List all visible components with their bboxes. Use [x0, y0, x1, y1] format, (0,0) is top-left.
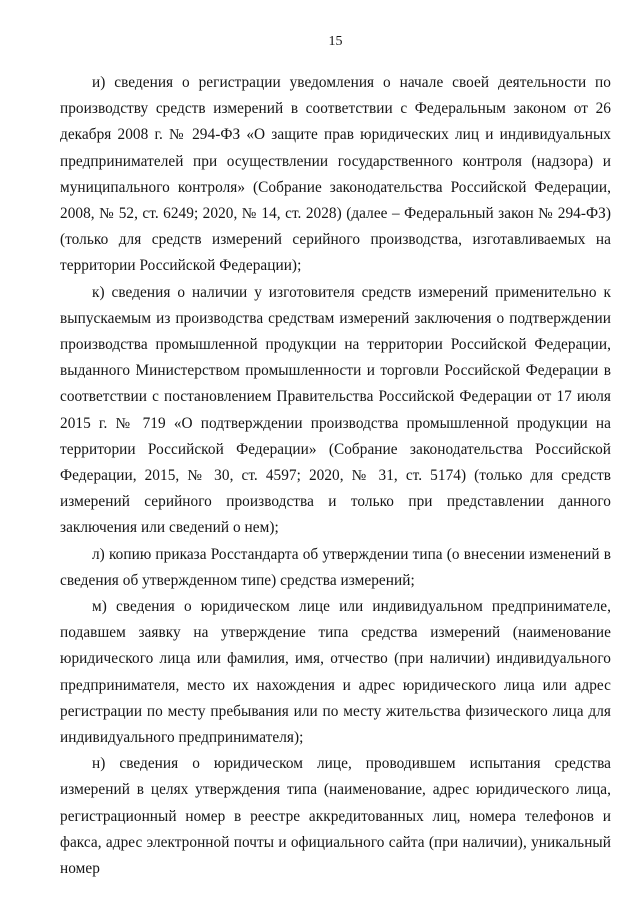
paragraph-item-m: м) сведения о юридическом лице или индивидуальном предпринимателе, подавшем заявку на утверждение типа средства измерений (наименование юридического лица или фамилия, имя, отчество (при наличии) индивидуального предпринимателя, место их нахождения и адрес юридического лица или адрес регистрации по месту пребывания или по месту жительства физического лица для индивидуального предпринимателя); [60, 598, 611, 747]
document-page [60, 34, 611, 882]
page-number: 15 [328, 34, 343, 49]
paragraph-item-n: н) сведения о юридическом лице, проводившем испытания средства измерений в целях утверждения типа (наименование, адрес юридического лица, регистрационный номер в реестре аккредитованных лиц, номера телефонов и факса, адрес электронной почты и официального сайта (при наличии), уникальный номер [60, 755, 611, 878]
paragraph-item-i: и) сведения о регистрации уведомления о начале своей деятельности по производству средств измерений в соответствии с Федеральным законом от 26 декабря 2008 г. № 294-ФЗ «О защите прав юридических лиц и индивидуальных предпринимателей при осуществлении государственного контроля (надзора) и муниципального контроля» (Собрание законодательства Российской Федерации, 2008, № 52, ст. 6249; 2020, № 14, ст. 2028) (далее – Федеральный закон № 294-ФЗ) (только для средств измерений серийного производства, изготавливаемых на территории Российской Федерации); [60, 74, 611, 275]
paragraph-item-l: л) копию приказа Росстандарта об утверждении типа (о внесении изменений в сведения об утвержденном типе) средства измерений; [60, 545, 611, 589]
paragraph-item-k: к) сведения о наличии у изготовителя средств измерений применительно к выпускаемым из производства средствам измерений заключения о подтверждении производства промышленной продукции на территории Российской Федерации, выданного Министерством промышленности и торговли Российской Федерации в соответствии с постановлением Правительства Российской Федерации от 17 июля 2015 г. № 719 «О подтверждении производства промышленной продукции на территории Российской Федерации» (Собрание законодательства Российской Федерации, 2015, № 30, ст. 4597; 2020, № 31, ст. 5174) (только для средств измерений серийного производства и только при представлении данного заключения или сведений о нем); [60, 283, 611, 537]
